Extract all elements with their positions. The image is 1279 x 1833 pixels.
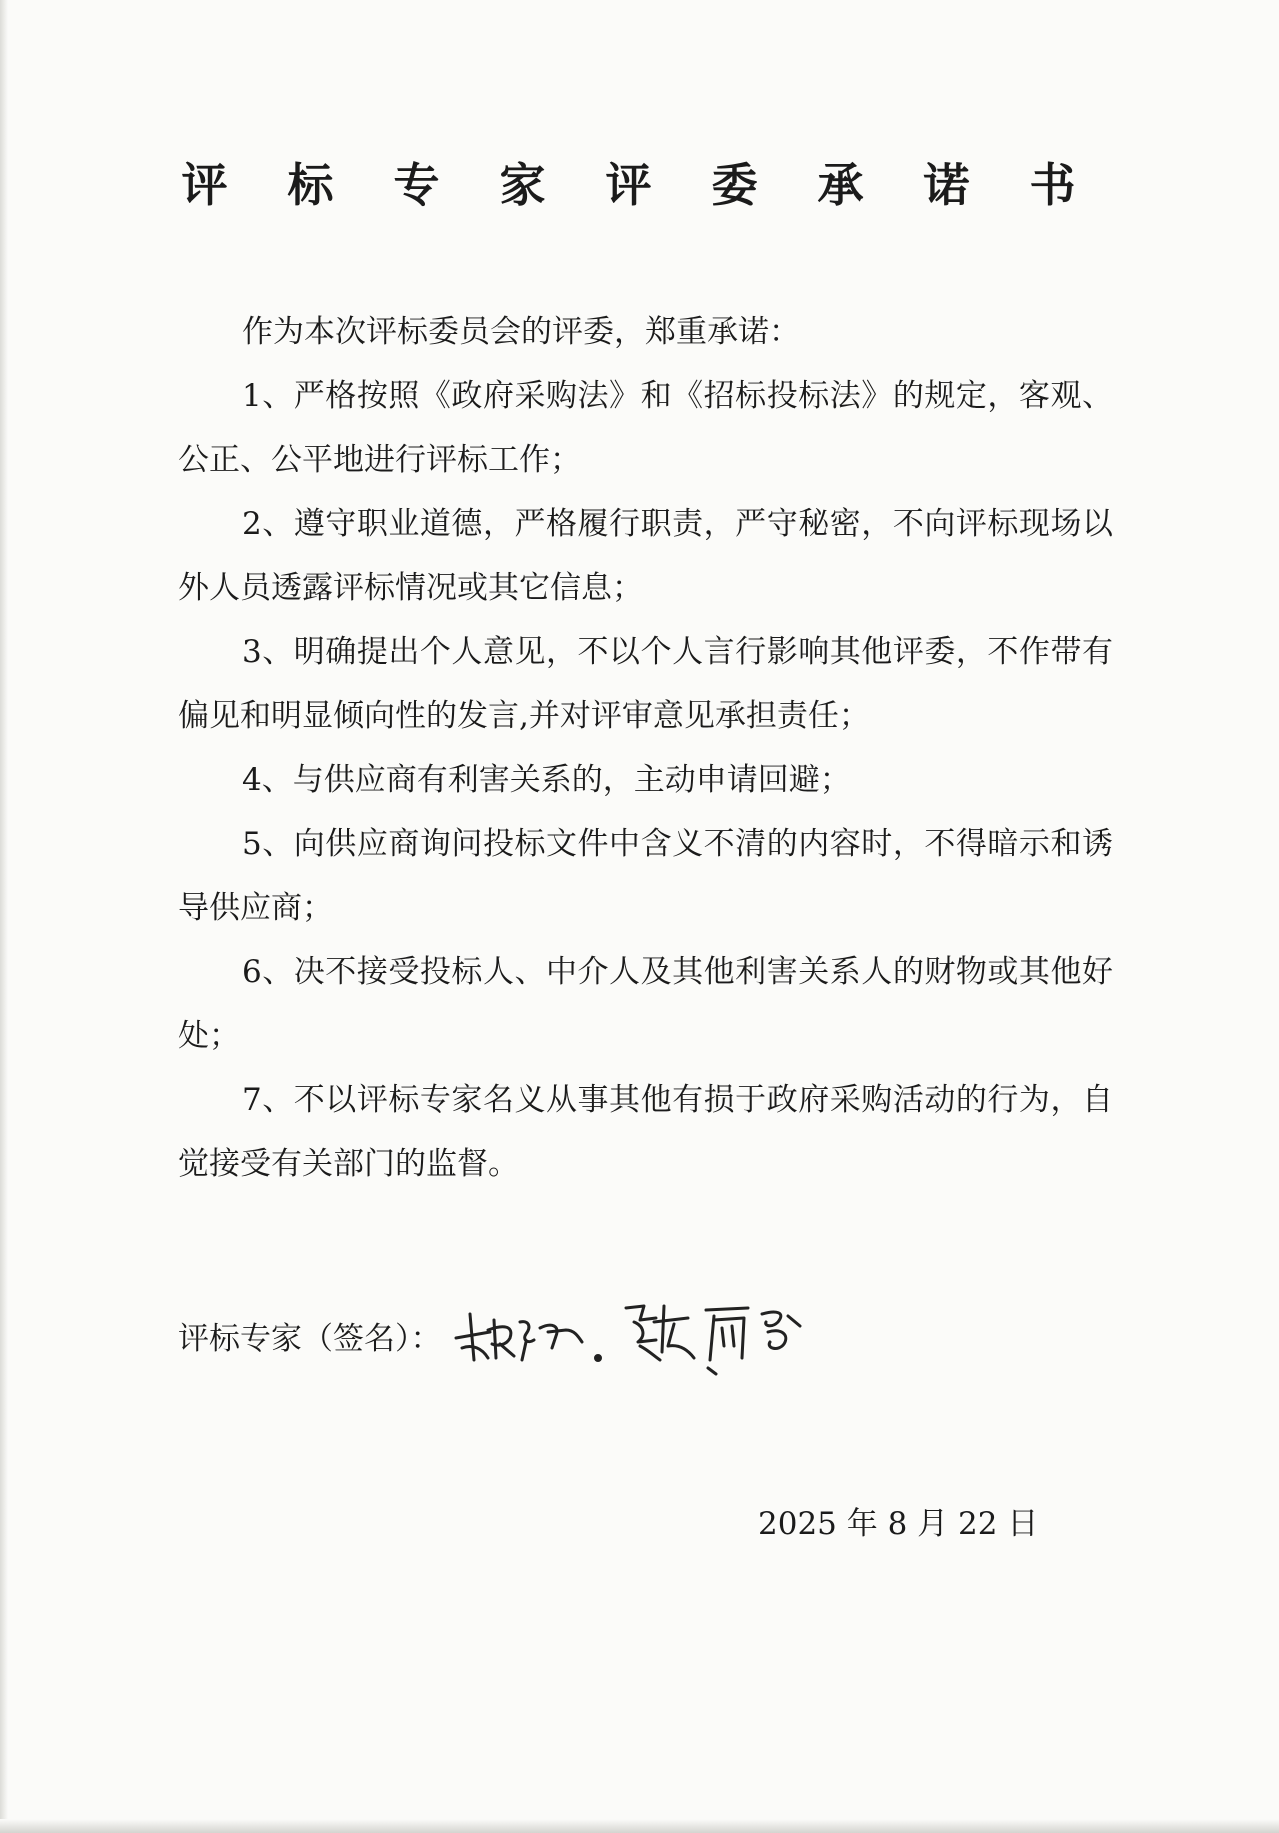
signing-date: 2025 年 8 月 22 日 — [758, 1506, 1039, 1542]
scan-edge-shadow — [0, 0, 8, 1833]
signature-row — [178, 1290, 848, 1380]
commitment-item-7: 7、不以评标专家名义从事其他有损于政府采购活动的行为，自觉接受有关部门的监督。 — [178, 1082, 1113, 1182]
commitment-item-3: 3、明确提出个人意见，不以个人言行影响其他评委，不作带有偏见和明显倾向性的发言,并对评审意见承担责任； — [178, 634, 1113, 734]
commitment-item-2: 2、遵守职业道德，严格履行职责，严守秘密，不向评标现场以外人员透露评标情况或其它信息； — [178, 506, 1113, 606]
intro-paragraph: 作为本次评标委员会的评委，郑重承诺： — [242, 314, 800, 350]
commitment-item-6: 6、决不接受投标人、中介人及其他利害关系人的财物或其他好处； — [178, 954, 1113, 1054]
scan-bottom-shadow — [0, 1819, 1279, 1833]
signature-label: 评标专家（签名）： — [178, 1320, 442, 1357]
document-body — [178, 300, 1113, 1196]
commitment-item-1: 1、严格按照《政府采购法》和《招标投标法》的规定，客观、公正、公平地进行评标工作； — [178, 378, 1113, 478]
handwritten-signature-icon — [448, 1286, 848, 1384]
commitment-item-5: 5、向供应商询问投标文件中含义不清的内容时，不得暗示和诱导供应商； — [178, 826, 1113, 926]
commitment-item-4: 4、与供应商有利害关系的，主动申请回避； — [242, 762, 851, 798]
document-title: 评 标 专 家 评 委 承 诺 书 — [181, 158, 1098, 212]
